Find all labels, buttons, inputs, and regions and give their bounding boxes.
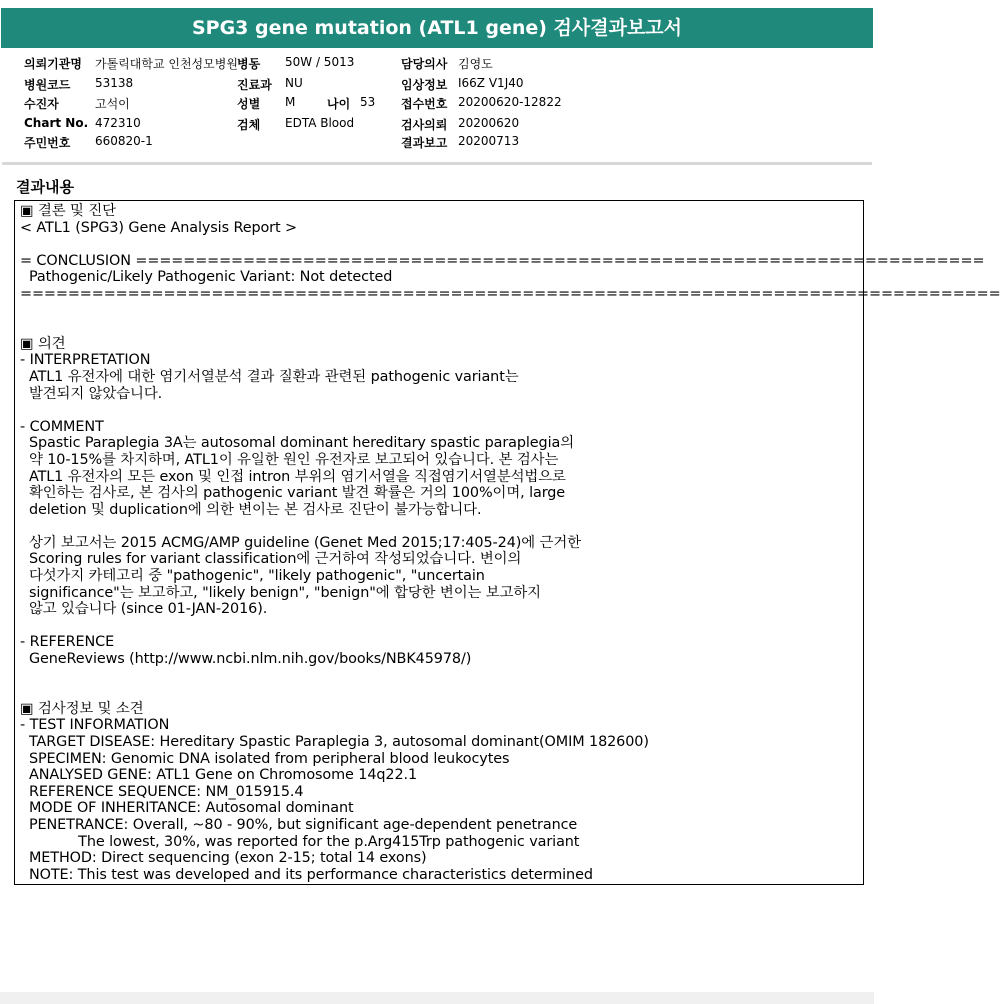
- report-line: MODE OF INHERITANCE: Autosomal dominant: [20, 800, 354, 817]
- meta-row-5: [0, 134, 874, 152]
- report-line: REFERENCE SEQUENCE: NM_015915.4: [20, 783, 304, 800]
- report-line: [20, 684, 860, 701]
- meta-value-institution: 가톨릭대학교 인천성모병원: [95, 57, 238, 71]
- report-line: 확인하는 검사로, 본 검사의 pathogenic variant 발견 확률은 거의 100%이며, large: [20, 485, 566, 502]
- meta-value-clinical-info: I66Z V1J40: [458, 76, 524, 90]
- meta-label-resident-no: 주민번호: [24, 136, 71, 150]
- report-line: The lowest, 30%, was reported for the p.Arg415Trp pathogenic variant: [20, 833, 580, 850]
- report-line: = CONCLUSION =======================================================================: [20, 252, 985, 269]
- report-line: GeneReviews (http://www.ncbi.nlm.nih.gov/books/NBK45978/): [20, 651, 472, 668]
- meta-row-3: [0, 95, 874, 113]
- report-line: ▣ 의견: [20, 335, 66, 352]
- report-line: 상기 보고서는 2015 ACMG/AMP guideline (Genet Med 2015;17:405-24)에 근거한: [20, 534, 581, 551]
- report-line: Spastic Paraplegia 3A는 autosomal dominant hereditary spastic paraplegia의: [20, 435, 574, 452]
- report-line: - INTERPRETATION: [20, 352, 151, 369]
- report-line: deletion 및 duplication에 의한 변이는 본 검사로 진단이 불가능합니다.: [20, 501, 482, 518]
- meta-label-doctor: 담당의사: [401, 57, 448, 71]
- report-line: [20, 236, 860, 253]
- meta-label-institution: 의뢰기관명: [24, 57, 82, 71]
- meta-label-sex: 성별: [237, 97, 261, 111]
- meta-value-request-date: 20200620: [458, 116, 520, 130]
- meta-value-receipt-no: 20200620-12822: [458, 95, 562, 109]
- results-text: [20, 203, 1001, 883]
- report-title-banner: [1, 8, 873, 48]
- report-line: 다섯가지 카테고리 중 "pathogenic", "likely pathogenic", "uncertain: [20, 568, 485, 585]
- report-line: Scoring rules for variant classification에 근거하여 작성되었습니다. 변이의: [20, 551, 522, 568]
- report-line: PENETRANCE: Overall, ~80 - 90%, but significant age-dependent penetrance: [20, 816, 578, 833]
- meta-value-department: NU: [285, 76, 303, 90]
- results-section-title: 결과내용: [16, 178, 74, 196]
- report-line: [20, 668, 860, 685]
- report-line: ANALYSED GENE: ATL1 Gene on Chromosome 14q22.1: [20, 767, 418, 784]
- report-line: TARGET DISEASE: Hereditary Spastic Paraplegia 3, autosomal dominant(OMIM 182600): [20, 734, 649, 750]
- report-line: Pathogenic/Likely Pathogenic Variant: Not detected: [20, 269, 393, 286]
- meta-value-chart-no: 472310: [95, 116, 141, 130]
- report-line: [20, 303, 860, 320]
- meta-label-patient: 수진자: [24, 97, 59, 111]
- meta-label-clinical-info: 임상정보: [401, 78, 448, 92]
- meta-label-receipt-no: 접수번호: [401, 97, 448, 111]
- report-line: < ATL1 (SPG3) Gene Analysis Report >: [20, 219, 297, 236]
- report-line: [20, 319, 860, 336]
- report-title: SPG3 gene mutation (ATL1 gene) 검사결과보고서: [191, 17, 683, 39]
- meta-value-patient: 고석이: [95, 97, 130, 111]
- meta-label-age: 나이: [327, 97, 351, 111]
- meta-label-specimen: 검체: [237, 118, 261, 132]
- meta-label-hospital-code: 병원코드: [24, 78, 71, 92]
- report-line: NOTE: This test was developed and its performance characteristics determined: [20, 866, 593, 883]
- meta-value-specimen: EDTA Blood: [285, 116, 355, 130]
- meta-value-report-date: 20200713: [458, 134, 520, 148]
- report-line: [20, 402, 860, 419]
- report-line: SPECIMEN: Genomic DNA isolated from peripheral blood leukocytes: [20, 750, 510, 767]
- report-line: ATL1 유전자의 모든 exon 및 인접 intron 부위의 염기서열을 직접염기서열분석법으로: [20, 468, 566, 485]
- meta-value-doctor: 김영도: [458, 57, 493, 71]
- meta-value-ward: 50W / 5013: [285, 55, 355, 69]
- meta-value-age: 53: [360, 95, 376, 109]
- meta-value-sex: M: [285, 95, 296, 109]
- report-line: 약 10-15%를 차지하며, ATL1이 유일한 원인 유전자로 보고되어 있습니다. 본 검사는: [20, 451, 559, 468]
- meta-row-4: [0, 116, 874, 134]
- report-line: [20, 518, 860, 535]
- meta-label-report-date: 결과보고: [401, 136, 448, 150]
- meta-label-chart-no: Chart No.: [24, 116, 89, 130]
- meta-row-2: [0, 76, 874, 94]
- meta-label-request-date: 검사의뢰: [401, 118, 448, 132]
- report-line: ▣ 결론 및 진단: [20, 203, 116, 219]
- report-line: METHOD: Direct sequencing (exon 2-15; total 14 exons): [20, 850, 427, 867]
- meta-divider: [2, 162, 872, 165]
- meta-value-hospital-code: 53138: [95, 76, 134, 90]
- meta-label-ward: 병동: [237, 57, 261, 71]
- report-line: - COMMENT: [20, 418, 104, 435]
- meta-label-department: 진료과: [237, 78, 272, 92]
- report-line: ==================================================================================: [20, 285, 1001, 302]
- report-line: - TEST INFORMATION: [20, 717, 170, 734]
- meta-value-resident-no: 660820-1: [95, 134, 153, 148]
- report-line: 않고 있습니다 (since 01-JAN-2016).: [20, 601, 268, 618]
- report-line: significance"는 보고하고, "likely benign", "benign"에 합당한 변이는 보고하지: [20, 584, 541, 601]
- report-line: - REFERENCE: [20, 634, 115, 651]
- results-box: [14, 200, 1001, 885]
- report-line: 발견되지 않았습니다.: [20, 385, 163, 402]
- report-line: ATL1 유전자에 대한 염기서열분석 결과 질환과 관련된 pathogenic variant는: [20, 368, 519, 385]
- report-line: ▣ 검사정보 및 소견: [20, 700, 144, 717]
- report-line: [20, 618, 860, 635]
- patient-info-panel: [0, 55, 874, 160]
- meta-row-1: [0, 55, 874, 73]
- bottom-bar: [0, 992, 874, 1004]
